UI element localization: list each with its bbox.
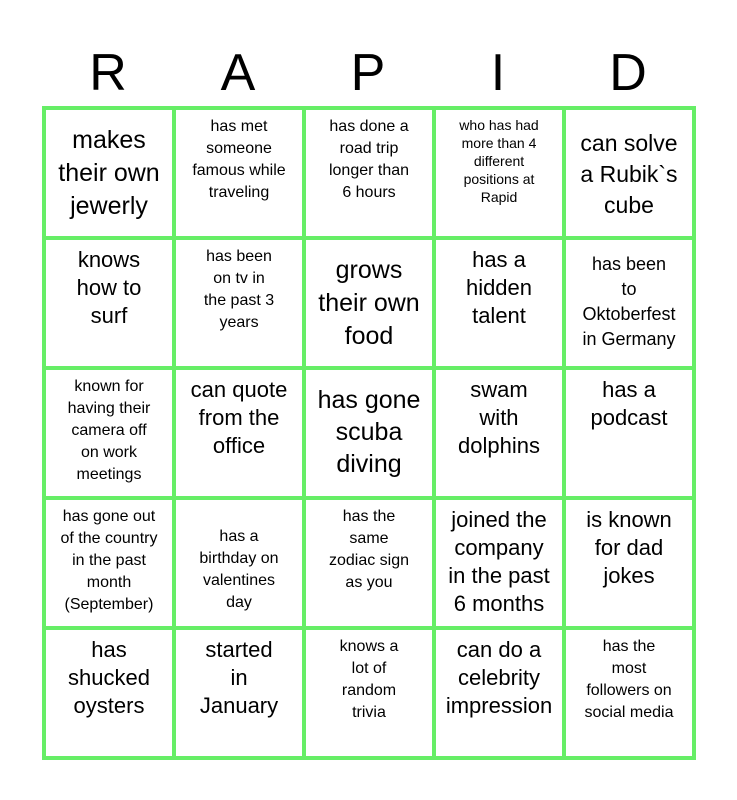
bingo-cell-r1c2[interactable] xyxy=(174,108,304,238)
header-letter-r: R xyxy=(89,44,127,102)
bingo-cell-r3c5[interactable] xyxy=(564,368,694,498)
cell-text: has a hidden talent xyxy=(465,247,533,328)
bingo-cell-r4c5[interactable] xyxy=(564,498,694,628)
cell-text: has shucked oysters xyxy=(68,637,150,718)
cell-text: makes their own jewerly xyxy=(58,126,160,220)
bingo-cell-r2c3[interactable] xyxy=(304,238,434,368)
bingo-cell-r5c4[interactable] xyxy=(434,628,564,758)
cell-text: can solve a Rubik`s cube xyxy=(580,130,678,218)
bingo-cell-r2c4[interactable] xyxy=(434,238,564,368)
cell-text: joined the company in the past 6 months xyxy=(448,507,550,616)
bingo-cell-r3c3[interactable] xyxy=(304,368,434,498)
header-letter-d: D xyxy=(609,44,647,102)
bingo-cell-r1c1[interactable] xyxy=(44,108,174,238)
cell-text: knows a lot of random trivia xyxy=(339,638,399,721)
cell-text: started in January xyxy=(199,637,279,718)
bingo-cell-r3c1[interactable] xyxy=(44,368,174,498)
bingo-cell-r1c4[interactable] xyxy=(434,108,564,238)
cell-text: swam with dolphins xyxy=(458,377,540,458)
cell-text: known for having their camera off on work meetings xyxy=(67,378,151,483)
cell-text: can quote from the office xyxy=(190,377,288,458)
cell-text: has the most followers on social media xyxy=(584,638,674,721)
header-letter-i: I xyxy=(490,44,506,102)
cell-text: can do a celebrity impression xyxy=(445,637,553,718)
header-letter-a: A xyxy=(220,44,256,102)
bingo-cell-r1c3[interactable] xyxy=(304,108,434,238)
cell-text: has gone scuba diving xyxy=(317,386,421,478)
bingo-cell-r2c2[interactable] xyxy=(174,238,304,368)
cell-text: is known for dad jokes xyxy=(586,507,672,588)
bingo-cell-r5c1[interactable] xyxy=(44,628,174,758)
bingo-cell-r4c3[interactable] xyxy=(304,498,434,628)
cell-text: grows their own food xyxy=(318,256,420,350)
cell-text: has been to Oktoberfest in Germany xyxy=(582,254,676,349)
cell-text: has met someone famous while traveling xyxy=(192,118,286,201)
bingo-cell-r4c4[interactable] xyxy=(434,498,564,628)
bingo-cell-r2c1[interactable] xyxy=(44,238,174,368)
bingo-cell-r1c5[interactable] xyxy=(564,108,694,238)
bingo-cell-r5c2[interactable] xyxy=(174,628,304,758)
header-letter-p: P xyxy=(350,44,386,102)
cell-text: has done a road trip longer than 6 hours xyxy=(328,118,410,201)
bingo-cell-r4c2[interactable] xyxy=(174,498,304,628)
cell-text: has been on tv in the past 3 years xyxy=(203,248,275,331)
cell-text: who has had more than 4 different positions at Rapid xyxy=(459,117,539,205)
bingo-cell-r2c5[interactable] xyxy=(564,238,694,368)
cell-text: has a birthday on valentines day xyxy=(199,528,279,611)
cell-text: knows how to surf xyxy=(76,247,142,328)
bingo-cell-r3c2[interactable] xyxy=(174,368,304,498)
bingo-header xyxy=(43,40,693,106)
bingo-cell-r3c4[interactable] xyxy=(434,368,564,498)
cell-text: has the same zodiac sign as you xyxy=(328,508,410,591)
bingo-grid xyxy=(42,106,696,760)
bingo-cell-r5c3[interactable] xyxy=(304,628,434,758)
bingo-cell-r4c1[interactable] xyxy=(44,498,174,628)
bingo-cell-r5c5[interactable] xyxy=(564,628,694,758)
cell-text: has a podcast xyxy=(590,377,668,430)
cell-text: has gone out of the country in the past month (September) xyxy=(60,508,158,613)
